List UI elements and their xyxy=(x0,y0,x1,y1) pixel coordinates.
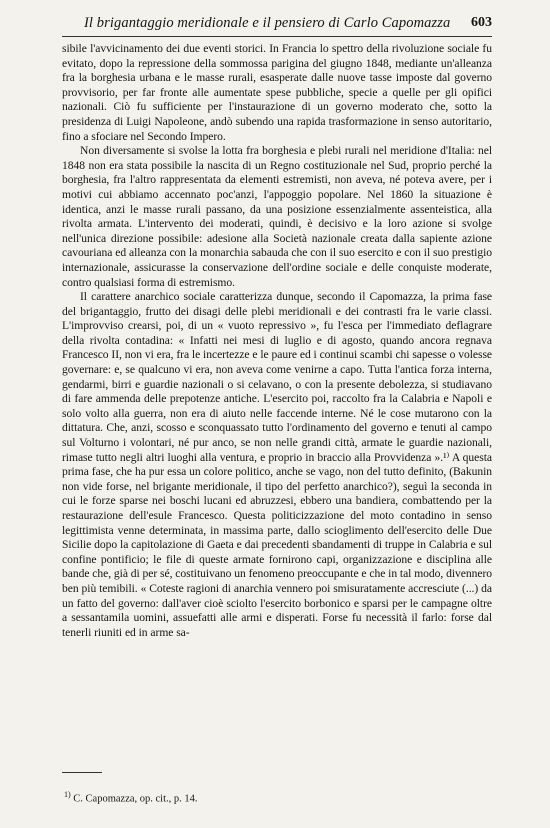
body-text xyxy=(62,42,492,640)
paragraph: Il carattere anarchico sociale caratterizza dunque, secondo il Capomazza, la prima fase del brigantaggio, frutto dei disagi delle plebi meridionali e dei contrasti fra le varie classi. L'improvviso crearsi, poi, di un « vuoto repressivo », fu l'esca per l'immediato deflagrare della rivolta contadina: « Infatti nei mesi di luglio e di agosto, quando ancora regnava Francesco II, non vi era, fra le incertezze e le paure ed i continui scambi chi sapesse o volesse governare: e, se qualcuno vi era, non aveva come venirne a capo. Tutta l'antica forza interna, gendarmi, birri e guardie nazionali o si celavano, o con la presente debolezza, si studiavano di fare ammenda delle prepotenze antiche. L'esercito poi, raccolto fra la Calabria e Napoli e solo volto alla guerra, non era di aiuto nelle faccende interne. Né le cose mutarono con la dittatura. Che, anzi, scosso e sconquassato tutto l'ordinamento del governo e tenuti al campo sul Volturno i volontari, né pur anco, se non nelle grandi città, armate le guardie nazionali, rimase tutto negli altri luoghi alla ventura, e proprio in braccio alla Provvidenza ».¹⁾ A questa prima fase, che ha pur essa un colore politico, anche se vago, non del tutto definito, (Bakunin non vide forse, nel brigante meridionale, il tipo del perfetto anarchico?), seguì la seconda in cui le forze sparse nei boschi lucani ed abruzzesi, ebbero una bandiera, combattendo per la restaurazione dell'esule Francesco. Questa politicizzazione del moto contadino in senso legittimista venne determinata, in massima parte, dallo scioglimento dell'esercito delle Due Sicilie dopo la capitolazione di Gaeta e dai precedenti sbandamenti di truppe in Calabria e sul confine pontificio; le file di queste armate fornirono capi, organizzazione e disciplina alle bande che, già di per sé, costituivano un fenomeno preoccupante e che in tal modo, divennero ben più temibili. « Coteste ragioni di anarchia vennero poi smisuratamente accresciute (...) da un fatto del governo: dall'aver cioè sciolto l'esercito borbonico e sparsi per le campagne oltre a sessantamila uomini, assuefatti alle armi e disperati. Forse fu necessità il farlo: forse dal tenerli riuniti ed in arme sa- xyxy=(62,290,493,639)
page-header xyxy=(62,14,492,37)
running-title: Il brigantaggio meridionale e il pensiero di Carlo Capomazza xyxy=(84,15,451,31)
paragraph: Non diversamente si svolse la lotta fra borghesia e plebi rurali nel meridione d'Italia: nel 1848 non era stata possibile la nascita di un Regno costituzionale nel Sud, proprio perché la borghesia, fra l'altro rappresentata da elementi estremisti, non aveva, né poteva avere, per i motivi cui abbiamo accennato poc'anzi, l'appoggio popolare. Nel 1860 la situazione è identica, anzi le masse rurali passano, da una posizione essenzialmente assenteistica, alla rivolta armata. L'intervento dei moderati, quindi, è decisivo e la loro azione si svolge nell'unica direzione possibile: adesione alla Società nazionale creata dalla sapiente azione cavouriana ed alleanza con la monarchia sabauda che con il suo esercito e con il suo prestigio internazionale, assicurasse la conservazione dell'ordine sociale e delle conquiste moderate, contro qualsiasi forma di estremismo. xyxy=(62,144,492,289)
paragraph: sibile l'avvicinamento dei due eventi storici. In Francia lo spettro della rivoluzione sociale fu evitato, dopo la repressione della sommossa parigina del giugno 1848, mediante un'alleanza fra la borghesia urbana e le masse rurali, esasperate dalle nuove tasse imposte dal governo provvisorio, per far fronte alle aumentate spese pubbliche, specie a quelle per gli opifici nazionali. Ciò fu sufficiente per l'instaurazione di un governo moderato che, sotto la presidenza di Luigi Napoleone, andò subendo una rapida trasformazione in senso autoritario, fino a sfociare nel Secondo Impero. xyxy=(62,42,492,143)
footnote xyxy=(64,788,484,806)
footnote-text: C. Capomazza, op. cit., p. 14. xyxy=(73,793,198,805)
footnote-marker: 1) xyxy=(64,790,71,799)
page-number: 603 xyxy=(471,15,492,30)
footnote-divider xyxy=(62,772,102,773)
